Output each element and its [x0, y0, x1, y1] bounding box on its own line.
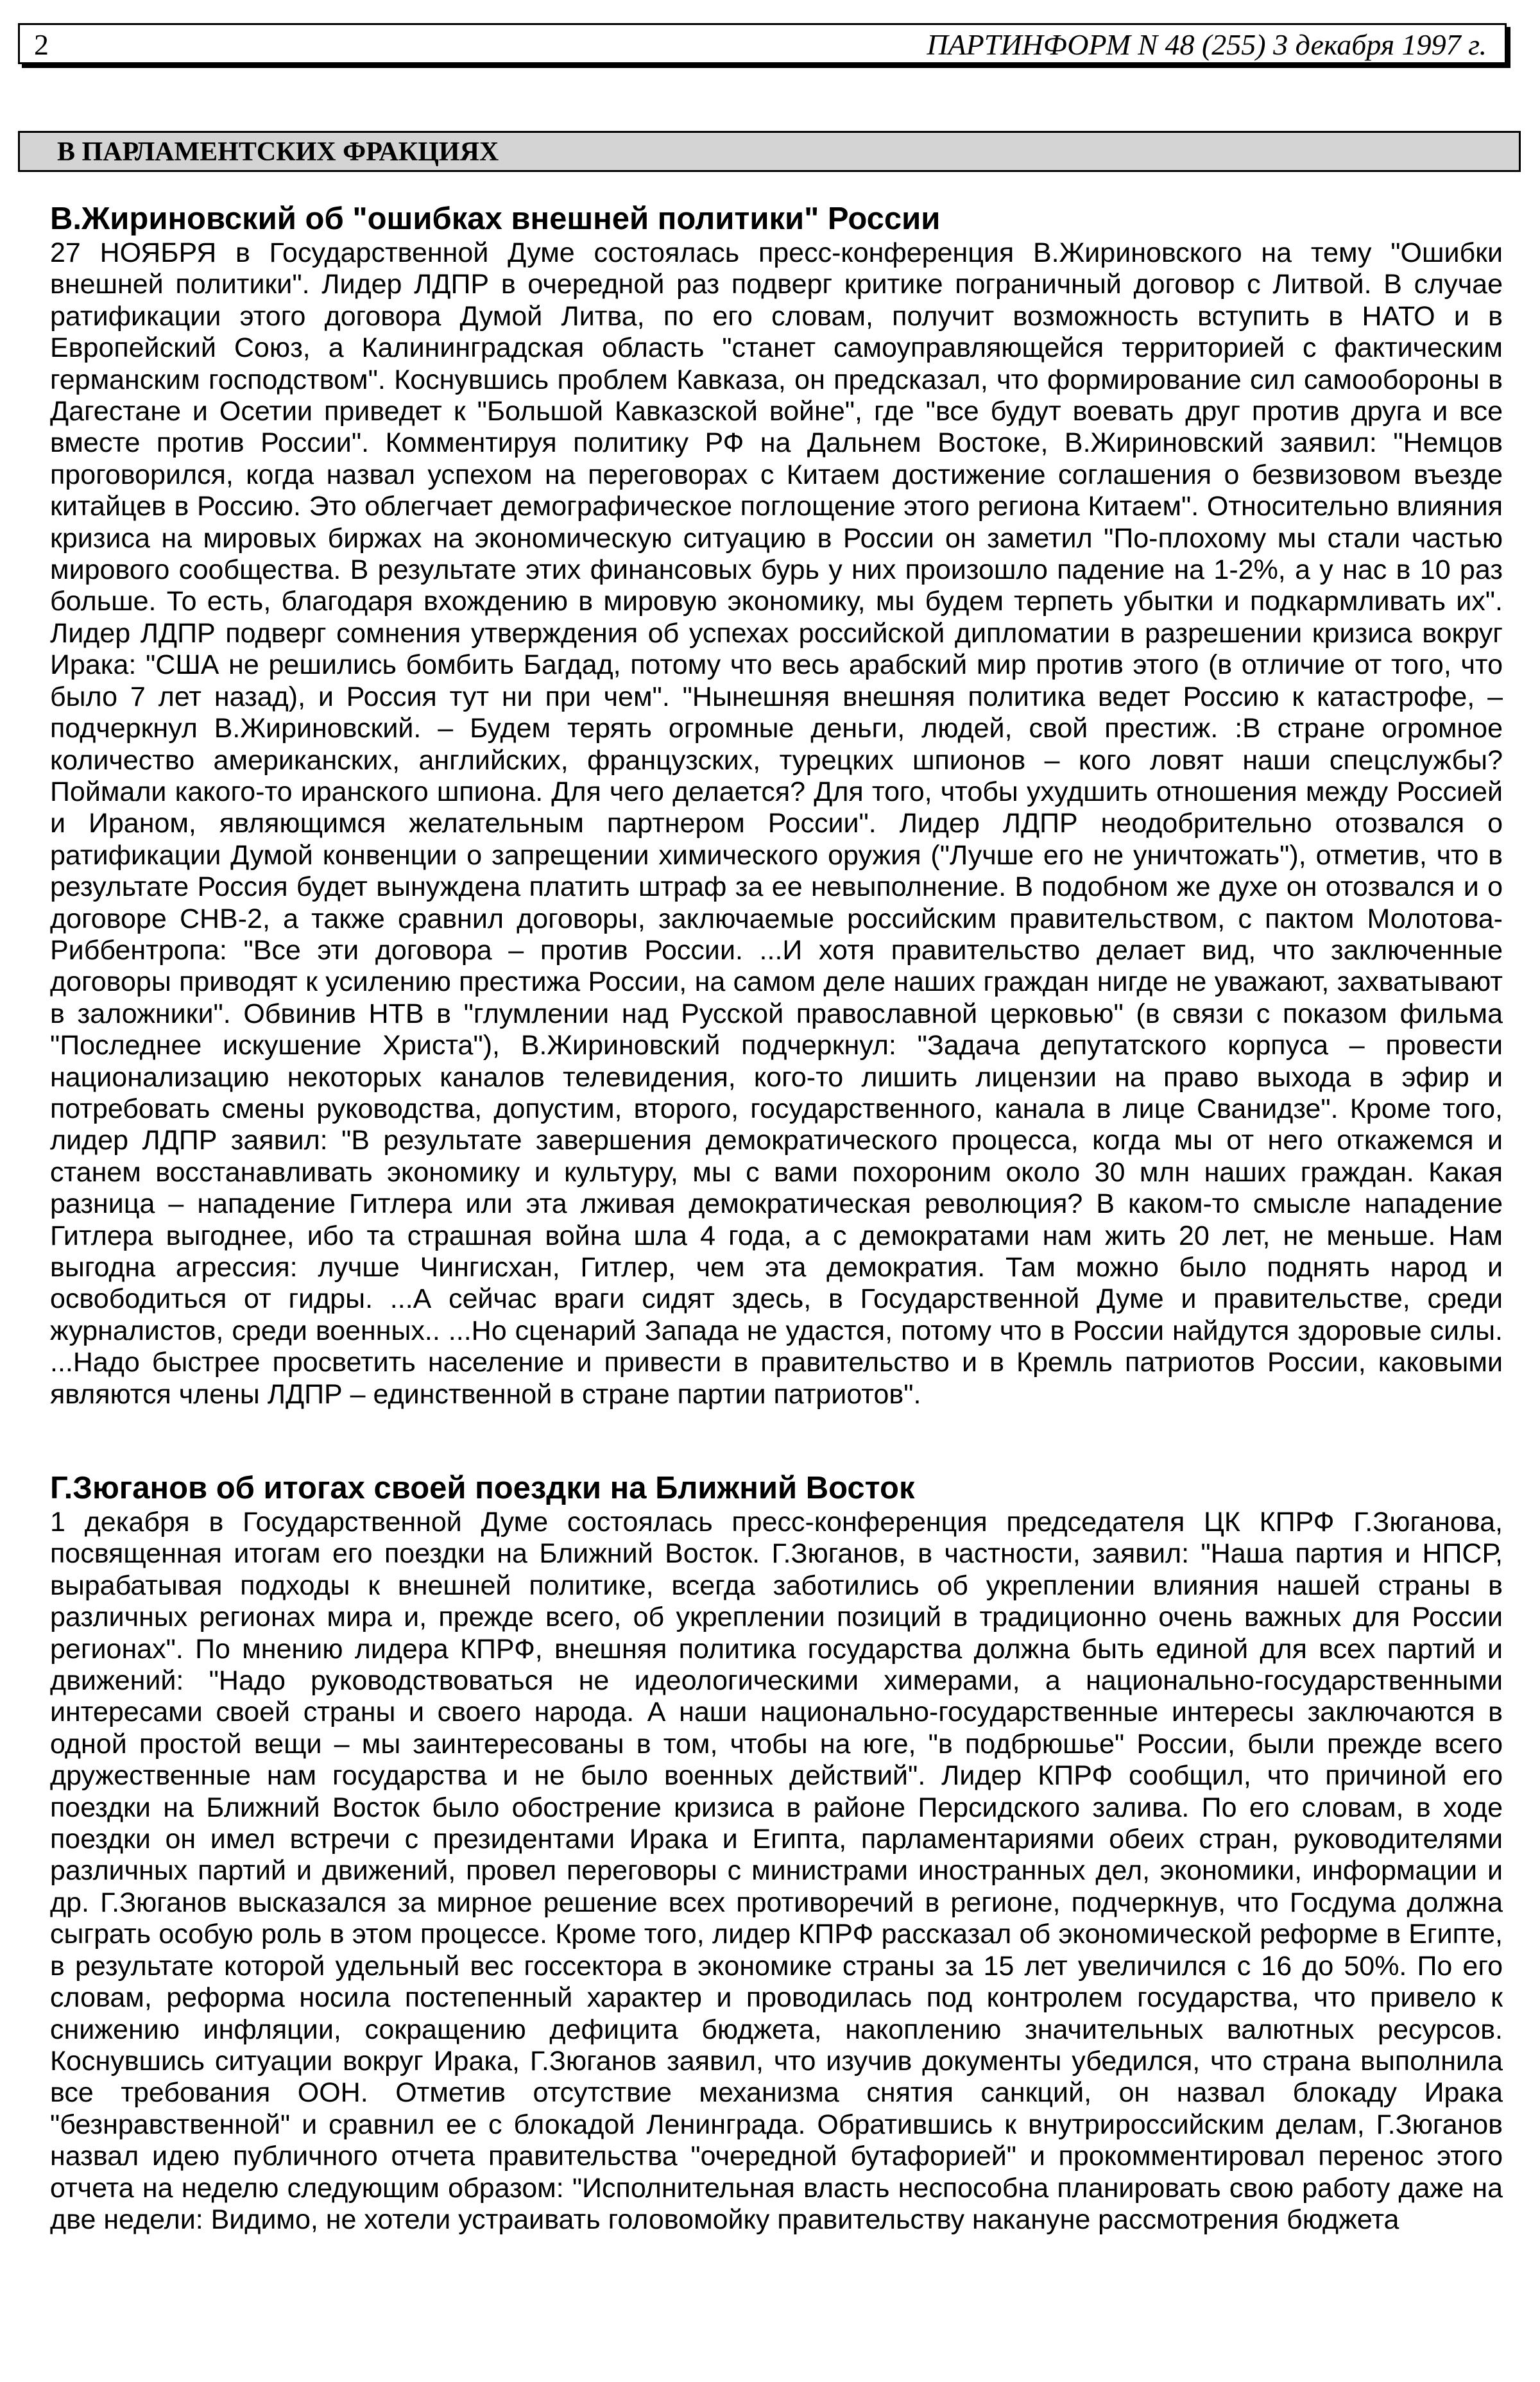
page-number: 2	[34, 28, 49, 61]
article-zyuganov	[50, 1469, 1503, 2236]
issue-line: ПАРТИНФОРМ N 48 (255) 3 декабря 1997 г.	[927, 28, 1487, 61]
article-title: В.Жириновский об "ошибках внешней политики" России	[50, 201, 941, 236]
section-header	[18, 131, 1521, 172]
section-title: В ПАРЛАМЕНТСКИХ ФРАКЦИЯХ	[57, 137, 499, 167]
article-body: 27 НОЯБРЯ в Государственной Думе состоялась пресс-конференция В.Жириновского на тему "Ошибки внешней политики". Лидер ЛДПР в очередной раз подверг критике пограничный договор с Литвой. В случае ратификации этого договора Думой Литва, по его словам, получит возможность вступить в НАТО и в Европейский Союз, а Калининградская область "станет самоуправляющейся территорией с фактическим германским господством". Коснувшись проблем Кавказа, он предсказал, что формирование сил самообороны в Дагестане и Осетии приведет к "Большой Кавказской войне", где "все будут воевать друг против друга и все вместе против России". Комментируя политику РФ на Дальнем Востоке, В.Жириновский заявил: "Немцов проговорился, когда назвал успехом на переговорах с Китаем достижение соглашения о безвизовом въезде китайцев в Россию. Это облегчает демографическое поглощение этого региона Китаем". Относительно влияния кризиса на мировых биржах на экономическую ситуацию в России он заметил "По-плохому мы стали частью мирового сообщества. В результате этих финансовых бурь у них произошло падение на 1-2%, а у нас в 10 раз больше. То есть, благодаря вхождению в мировую экономику, мы будем терпеть убытки и подкармливать их". Лидер ЛДПР подверг сомнения утверждения об успехах российской дипломатии в разрешении кризиса вокруг Ирака: "США не решились бомбить Багдад, потому что весь арабский мир против этого (в отличие от того, что было 7 лет назад), и Россия тут ни при чем". "Нынешняя внешняя политика ведет Россию к катастрофе, – подчеркнул В.Жириновский. – Будем терять огромные деньги, людей, свой престиж. :В стране огромное количество американских, английских, французских, турецких шпионов – кого ловят наши спецслужбы? Поймали какого-то иранского шпиона. Для чего делается? Для того, чтобы ухудшить отношения между Россией и Ираном, являющимся желательным партнером России". Лидер ЛДПР неодобрительно отозвался о ратификации Думой конвенции о запрещении химического оружия ("Лучше его не уничтожать"), отметив, что в результате Россия будет вынуждена платить штраф за ее невыполнение. В подобном же духе он отозвался и о договоре СНВ-2, а также сравнил договоры, заключаемые российским правительством, с пактом Молотова-Риббентропа: "Все эти договора – против России. ...И хотя правительство делает вид, что заключенные договоры приводят к усилению престижа России, на самом деле наших граждан нигде не уважают, захватывают в заложники". Обвинив НТВ в "глумлении над Русской православной церковью" (в связи с показом фильма "Последнее искушение Христа"), В.Жириновский подчеркнул: "Задача депутатского корпуса – провести национализацию некоторых каналов телевидения, кого-то лишить лицензии на право выхода в эфир и потребовать смены руководства, допустим, второго, государственного, канала в лице Сванидзе". Кроме того, лидер ЛДПР заявил: "В результате завершения демократического процесса, когда мы от него откажемся и станем восстанавливать экономику и культуру, мы с вами похороним около 30 млн наших граждан. Какая разница – нападение Гитлера или эта лживая демократическая революция? В каком-то смысле нападение Гитлера выгоднее, ибо та страшная война шла 4 года, а с демократами нам жить 20 лет, не меньше. Нам выгодна агрессия: лучше Чингисхан, Гитлер, чем эта демократия. Там можно было поднять народ и освободиться от гидры. ...А сейчас враги сидят здесь, в Государственной Думе и правительстве, среди журналистов, среди военных.. ...Но сценарий Запада не удастся, потому что в России найдутся здоровые силы. ...Надо быстрее просветить население и привести в правительство и в Кремль патриотов России, каковыми являются члены ЛДПР – единственной в стране партии патриотов".	[50, 237, 1503, 1410]
page-header	[18, 23, 1507, 64]
article-body: 1 декабря в Государственной Думе состоялась пресс-конференция председателя ЦК КПРФ Г.Зюганова, посвященная итогам его поездки на Ближний Восток. Г.Зюганов, в частности, заявил: "Наша партия и НПСР, вырабатывая подходы к внешней политике, всегда заботились об укреплении влияния нашей страны в различных регионах мира и, прежде всего, об укреплении позиций в традиционно очень важных для России регионах". По мнению лидера КПРФ, внешняя политика государства должна быть единой для всех партий и движений: "Надо руководствоваться не идеологическими химерами, а национально-государственными интересами своей страны и своего народа. А наши национально-государственные интересы заключаются в одной простой вещи – мы заинтересованы в том, чтобы на юге, "в подбрюшье" России, были прежде всего дружественные нам государства и не было военных действий". Лидер КПРФ сообщил, что причиной его поездки на Ближний Восток было обострение кризиса в районе Персидского залива. По его словам, в ходе поездки он имел встречи с президентами Ирака и Египта, парламентариями обеих стран, руководителями различных партий и движений, провел переговоры с министрами иностранных дел, экономики, информации и др. Г.Зюганов высказался за мирное решение всех противоречий в регионе, подчеркнув, что Госдума должна сыграть особую роль в этом процессе. Кроме того, лидер КПРФ рассказал об экономической реформе в Египте, в результате которой удельный вес госсектора в экономике страны за 15 лет увеличился с 16 до 50%. По его словам, реформа носила постепенный характер и проводилась под контролем государства, что привело к снижению инфляции, сокращению дефицита бюджета, накоплению значительных валютных ресурсов. Коснувшись ситуации вокруг Ирака, Г.Зюганов заявил, что изучив документы убедился, что страна выполнила все требования ООН. Отметив отсутствие механизма снятия санкций, он назвал блокаду Ирака "безнравственной" и сравнил ее с блокадой Ленинграда. Обратившись к внутрироссийским делам, Г.Зюганов назвал идею публичного отчета правительства "очередной бутафорией" и прокомментировал перенос этого отчета на неделю следующим образом: "Исполнительная власть неспособна планировать свою работу даже на две недели: Видимо, не хотели устраивать головомойку правительству накануне рассмотрения бюджета	[50, 1507, 1503, 2235]
article-title: Г.Зюганов об итогах своей поездки на Ближний Восток	[50, 1471, 915, 1505]
article-zhirinovsky	[50, 200, 1503, 1410]
